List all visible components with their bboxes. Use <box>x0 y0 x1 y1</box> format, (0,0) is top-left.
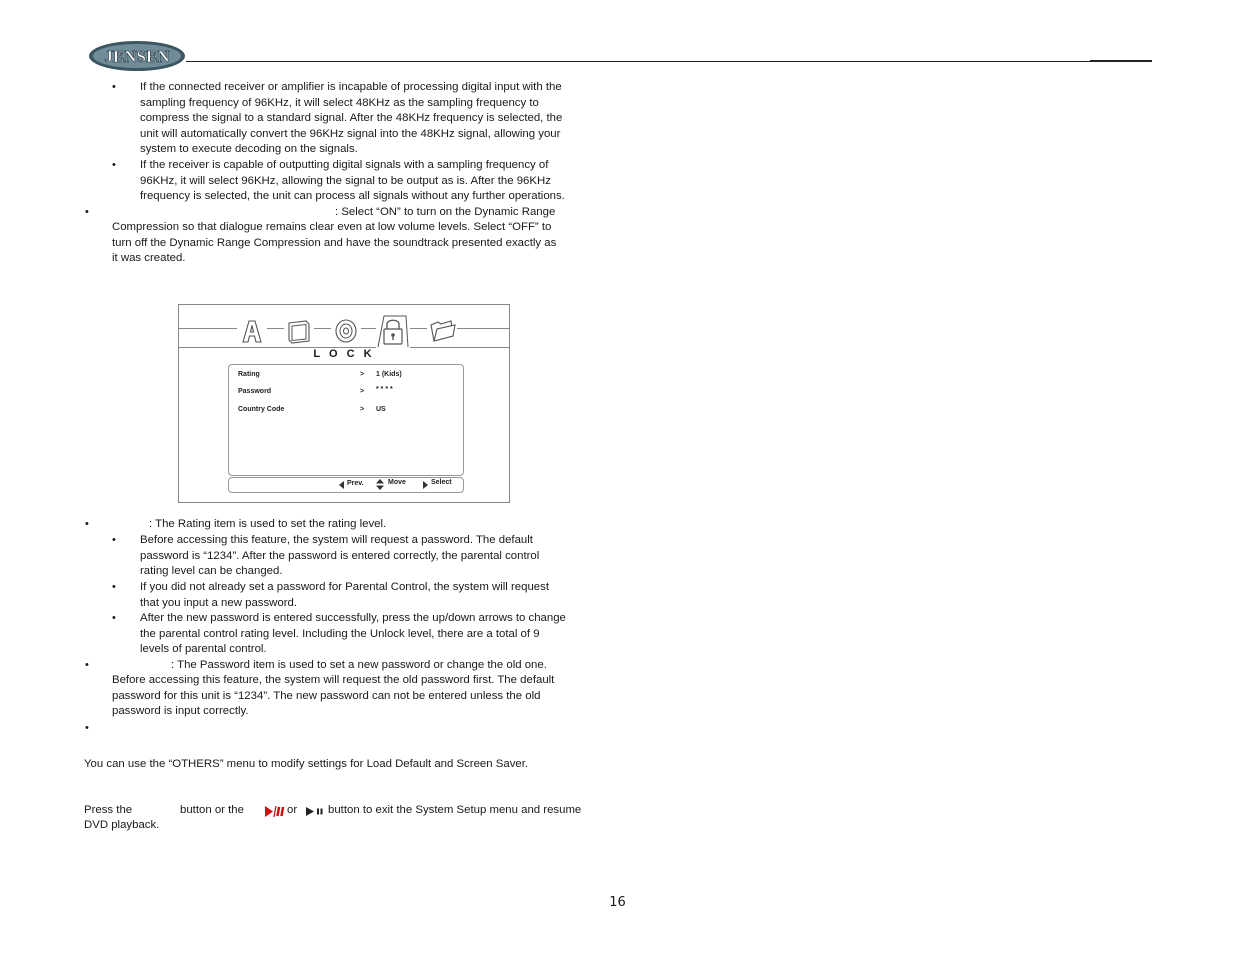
drc-text <box>112 220 612 267</box>
text-line: levels of parental control. <box>140 643 267 656</box>
language-tab-icon <box>237 316 267 346</box>
right-arrow-icon <box>423 481 429 489</box>
text-line: system to execute decoding on the signals. <box>140 143 358 156</box>
header-rule <box>186 61 1152 62</box>
bullet-marker: • <box>85 518 89 530</box>
footer-move-label: Move <box>388 479 406 486</box>
text-line: password is “1234”. After the password is entered correctly, the parental control <box>140 549 540 562</box>
exit-rest-text: button to exit the System Setup menu and resume <box>328 804 582 816</box>
play-pause-button-icon <box>306 807 323 816</box>
text-line: it was created. <box>112 252 186 265</box>
password-label: Password <box>238 388 272 395</box>
text-line: sampling frequency of 96KHz, it will select 48KHz as the sampling frequency to <box>140 96 539 109</box>
audio-tab-icon <box>331 316 361 346</box>
rating-description: : The Rating item is used to set the rating level. <box>149 518 387 530</box>
header-rule-accent <box>1090 60 1152 62</box>
footer-select-label: Select <box>431 479 452 486</box>
sub-bullet-rating-levels <box>140 611 610 658</box>
text-line: the parental control rating level. Including the Unlock level, there are a total of 9 <box>140 627 540 640</box>
bullet-marker: • <box>112 159 116 171</box>
text-line: turn off the Dynamic Range Compression and have the soundtrack presented exactly as <box>112 236 557 249</box>
password-line-1: : The Password item is used to set a new password or change the old one. <box>171 659 547 671</box>
sub-bullet-password-request <box>140 533 610 580</box>
jensen-logo <box>88 40 186 72</box>
text-line: Before accessing this feature, the system will request a password. The default <box>140 534 533 546</box>
bullet-marker: • <box>85 722 89 734</box>
bullet-marker: • <box>112 612 116 624</box>
password-description <box>112 673 612 720</box>
menu-title: L O C K <box>313 348 375 360</box>
text-line: rating level can be changed. <box>140 565 283 578</box>
country-code-value: US <box>376 406 386 413</box>
text-line: If the connected receiver or amplifier is incapable of processing digital input with the <box>140 81 562 93</box>
bullet-marker: • <box>85 659 89 671</box>
exit-press-text: Press the <box>84 804 133 816</box>
others-description: You can use the “OTHERS” menu to modify settings for Load Default and Screen Saver. <box>84 758 529 770</box>
sub-bullet-96khz-capable <box>140 158 610 205</box>
rating-arrow: > <box>360 371 365 378</box>
text-line: password is input correctly. <box>112 705 249 718</box>
folder-tab-icon <box>427 316 457 346</box>
svg-text:JENSEN: JENSEN <box>104 47 170 66</box>
bullet-marker: • <box>85 206 89 218</box>
text-line: If you did not already set a password for Parental Control, the system will request <box>140 581 549 593</box>
page-number: 16 <box>609 895 626 910</box>
text-line: compress the signal to a standard signal. After the 48KHz frequency is selected, the <box>140 112 563 125</box>
text-line: password for this unit is “1234”. The new password can not be entered unless the old <box>112 689 541 702</box>
password-value: * * * * <box>376 386 393 393</box>
password-arrow: > <box>360 388 365 395</box>
sub-bullet-96khz-incapable <box>140 80 610 158</box>
video-tab-icon <box>284 316 314 346</box>
text-line: that you input a new password. <box>140 596 298 609</box>
country-code-arrow: > <box>360 406 365 413</box>
text-line: 96KHz, it will select 96KHz, allowing the signal to be output as is. After the 96KHz <box>140 174 551 187</box>
play-pause-icon <box>265 806 287 817</box>
up-down-arrow-icon <box>376 479 384 490</box>
bullet-marker: • <box>112 581 116 593</box>
text-line: unit will automatically convert the 96KHz signal into the 48KHz signal, allowing your <box>140 127 561 140</box>
country-code-label: Country Code <box>238 406 285 413</box>
footer-prev-label: Prev. <box>347 480 364 487</box>
text-line: After the new password is entered successfully, press the up/down arrows to change <box>140 612 566 624</box>
text-line: Compression so that dialogue remains clear even at low volume levels. Select “OFF” to <box>112 221 552 233</box>
sub-bullet-new-password <box>140 580 610 611</box>
bullet-marker: • <box>112 534 116 546</box>
text-line: If the receiver is capable of outputting digital signals with a sampling frequency of <box>140 159 549 171</box>
text-line: frequency is selected, the unit can process all signals without any further operations. <box>140 190 565 203</box>
exit-or-text: or <box>287 804 298 816</box>
bullet-marker: • <box>112 81 116 93</box>
exit-line-2: DVD playback. <box>84 819 160 831</box>
text-line: Before accessing this feature, the system will request the old password first. The default <box>112 674 555 686</box>
rating-label: Rating <box>238 371 260 378</box>
drc-line-1: : Select “ON” to turn on the Dynamic Range <box>335 206 556 218</box>
lock-tab-icon <box>376 314 410 348</box>
exit-button-or-text: button or the <box>180 804 244 816</box>
left-arrow-icon <box>339 481 345 489</box>
lock-settings-list <box>228 364 464 476</box>
rating-value: 1 (Kids) <box>376 371 402 378</box>
